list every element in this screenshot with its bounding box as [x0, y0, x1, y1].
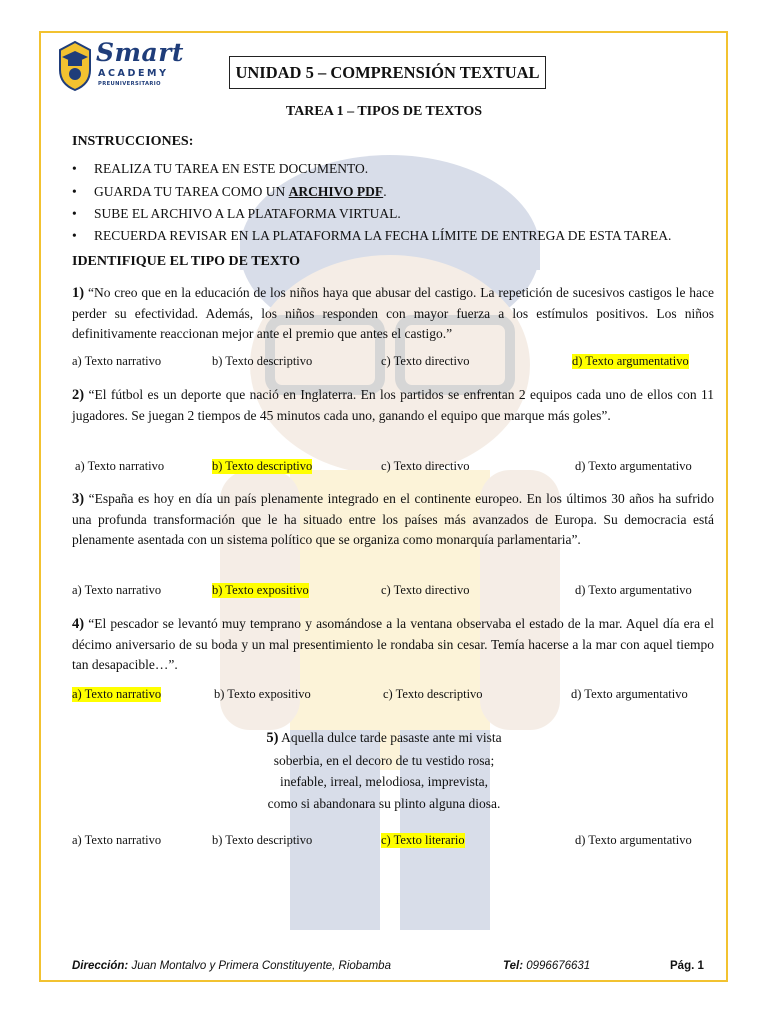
- option-a: a) Texto narrativo: [72, 583, 162, 597]
- option-d: d) Texto argumentativo: [575, 459, 692, 473]
- option-c-answer: c) Texto literario: [381, 833, 465, 847]
- poem-line: soberbia, en el decoro de tu vestido rosa;: [273, 752, 495, 768]
- logo-brand: Smart: [96, 38, 184, 67]
- pdf-emphasis: ARCHIVO PDF: [288, 184, 384, 199]
- question-2: 2) “El fútbol es un deporte que nació en Inglaterra. En los partidos se enfrentan 2 equipos cada uno de ellos con 11 jugadores. Se juegan 2 tiempos de 45 minutos cada uno, ganando el equipo que marque más goles”.: [72, 387, 714, 423]
- academy-logo: [54, 38, 184, 94]
- option-b-answer: b) Texto expositivo: [212, 583, 309, 597]
- instructions-title: INSTRUCCIONES:: [72, 134, 194, 149]
- question-4: 4) “El pescador se levantó muy temprano y asomándose a la ventana observaba el estado de la mar. Aquel día era el décimo aniversario de su boda y un mal presentimiento le rondaba sin cesar. Temía hacerse a la mar con aquel tiempo tan desapacible…”.: [72, 616, 714, 672]
- poem-line: inefable, irreal, melodiosa, imprevista,: [279, 774, 489, 789]
- section-title: IDENTIFIQUE EL TIPO DE TEXTO: [72, 254, 300, 269]
- poem-line: 5) Aquella dulce tarde pasaste ante mi vista: [266, 730, 502, 746]
- graduation-cap-icon: [54, 40, 96, 92]
- footer-address: Dirección: Juan Montalvo y Primera Constituyente, Riobamba: [72, 960, 391, 972]
- option-d: d) Texto argumentativo: [575, 583, 692, 597]
- option-c: c) Texto directivo: [381, 459, 470, 473]
- instruction-item: • REALIZA TU TAREA EN ESTE DOCUMENTO.: [72, 161, 369, 176]
- question-1: 1) “No creo que en la educación de los niños haya que abusar del castigo. La repetición de sucesivos castigos le hace perder su efectividad. Además, los niños responden con mayor fuerza a los estímulos positivos. Los niños definitivamente reaccionan mejor ante el premio que antes el castigo.”: [72, 285, 715, 341]
- option-c: c) Texto directivo: [381, 583, 470, 597]
- option-b: b) Texto expositivo: [214, 687, 311, 701]
- logo-academy: ACADEMY: [98, 68, 169, 79]
- option-a: a) Texto narrativo: [72, 833, 162, 847]
- logo-tagline: PREUNIVERSITARIO: [98, 81, 161, 87]
- question-3: 3) “España es hoy en día un país plenamente integrado en el continente europeo. En los últimos 30 años ha sufrido una profunda transformación que le ha situado entre los países más avanzados de Europa. Su democracia está plenamente asentada con un sistema político que se organiza como monarquía parlamentaria”.: [72, 491, 714, 547]
- option-b: b) Texto descriptivo: [212, 354, 313, 368]
- option-c: c) Texto descriptivo: [383, 687, 483, 701]
- task-subtitle: TAREA 1 – TIPOS DE TEXTOS: [285, 104, 483, 119]
- instruction-item: • GUARDA TU TAREA COMO UN ARCHIVO PDF.: [72, 184, 387, 199]
- page-number: Pág. 1: [670, 960, 704, 972]
- unit-title: UNIDAD 5 – COMPRENSIÓN TEXTUAL: [229, 56, 546, 89]
- poem-line: como si abandonara su plinto alguna diosa.: [267, 795, 501, 811]
- instruction-item: • SUBE EL ARCHIVO A LA PLATAFORMA VIRTUAL.: [72, 206, 401, 221]
- option-d: d) Texto argumentativo: [575, 833, 692, 847]
- question-5-poem: [0, 727, 768, 814]
- option-b: b) Texto descriptivo: [212, 833, 313, 847]
- instruction-item: • RECUERDA REVISAR EN LA PLATAFORMA LA FECHA LÍMITE DE ENTREGA DE ESTA TAREA.: [72, 228, 672, 243]
- option-d-answer: d) Texto argumentativo: [572, 354, 689, 368]
- option-b-answer: b) Texto descriptivo: [212, 459, 313, 473]
- option-d: d) Texto argumentativo: [571, 687, 688, 701]
- option-a: a) Texto narrativo: [75, 459, 165, 473]
- option-a: a) Texto narrativo: [72, 354, 162, 368]
- option-a-answer: a) Texto narrativo: [72, 687, 162, 701]
- option-c: c) Texto directivo: [381, 354, 470, 368]
- footer-phone: Tel: 0996676631: [503, 960, 591, 972]
